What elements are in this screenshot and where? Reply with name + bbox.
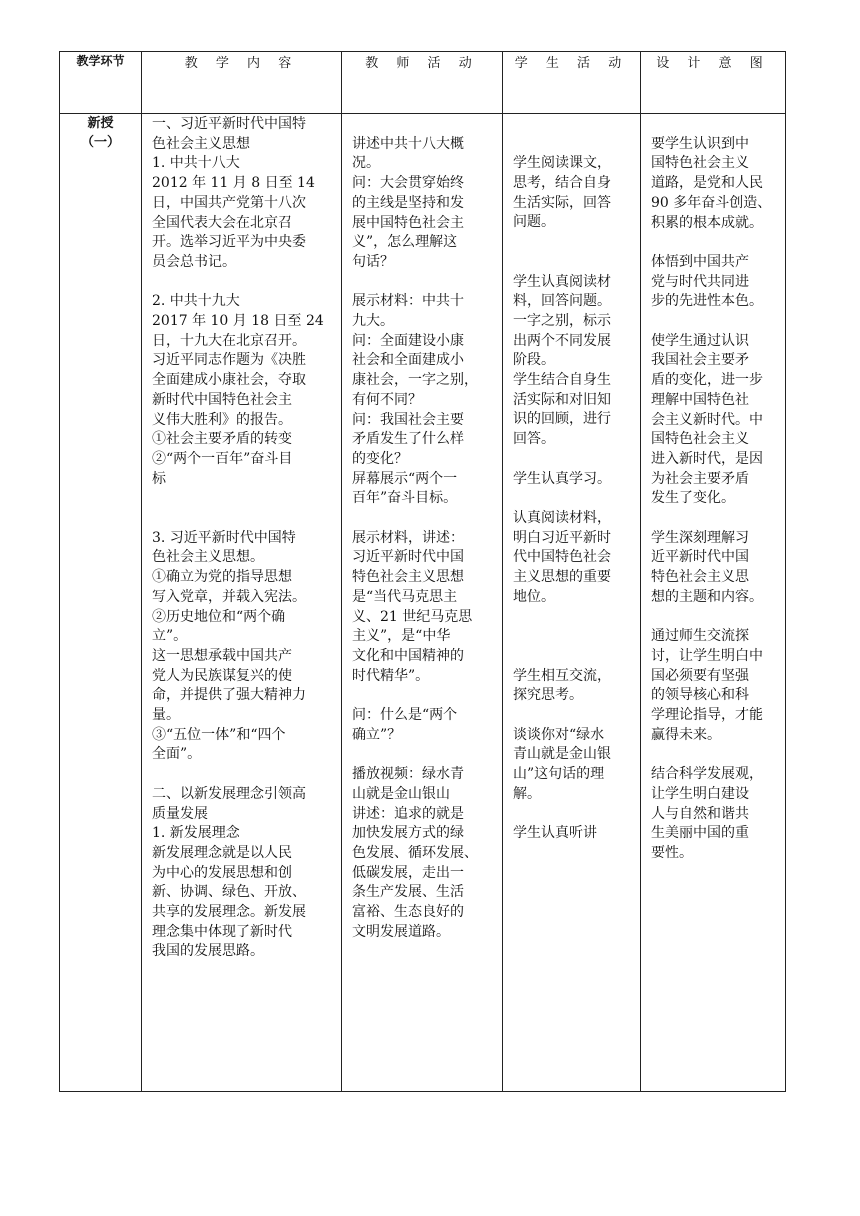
content-line: 立”。 [152, 628, 188, 645]
student-line: 学生认真听讲 [513, 825, 597, 842]
design-column [641, 114, 785, 864]
content-line: 新时代中国特色社会主 [152, 391, 292, 408]
spacer [152, 273, 333, 293]
spacer [651, 509, 777, 529]
teacher-line: 加快发展方式的绿 [352, 825, 464, 842]
design-line: 道路，是党和人民 [651, 175, 763, 192]
teacher-line: 社会和全面建成小 [352, 352, 464, 369]
header-student-label: 学 生 活 动 [514, 56, 629, 71]
content-line: 员会总书记。 [152, 253, 236, 270]
content-line: 色社会主义思想。 [152, 549, 264, 566]
student-line: 代中国特色社会 [513, 549, 611, 566]
student-line: 识的回顾，进行 [513, 411, 611, 428]
header-design [641, 52, 786, 114]
design-line: 生美丽中国的重 [651, 825, 749, 842]
content-line: ②历史地位和“两个确 [152, 608, 286, 625]
lesson-plan-table [59, 51, 786, 1092]
teacher-line: 播放视频：绿水青 [352, 766, 464, 783]
spacer [651, 745, 777, 765]
design-line: 国特色社会主义 [651, 431, 749, 448]
spacer [152, 765, 333, 785]
content-line: 我国的发展思路。 [152, 943, 264, 960]
design-line: 会主义新时代。中 [651, 411, 763, 428]
content-line: 质量发展 [152, 805, 208, 822]
spacer [651, 115, 777, 135]
content-cell [142, 114, 342, 1092]
design-line: 国必须要有坚强 [651, 667, 749, 684]
spacer [651, 312, 777, 332]
design-line: 人与自然和谐共 [651, 805, 749, 822]
student-line: 问题。 [513, 214, 555, 231]
teacher-line: 有何不同？ [352, 391, 422, 408]
content-line: 为中心的发展思想和创 [152, 864, 292, 881]
spacer [513, 115, 632, 135]
content-column [142, 114, 341, 962]
spacer [352, 509, 494, 529]
content-line: 日，十九大在北京召开。 [152, 332, 306, 349]
header-student [503, 52, 641, 114]
design-line: 90 多年奋斗创造、 [651, 194, 772, 211]
spacer [352, 273, 494, 293]
design-line: 讨，让学生明白中 [651, 647, 763, 664]
teacher-line: 低碳发展，走出一 [352, 864, 464, 881]
student-line: 料，回答问题。 [513, 293, 611, 310]
design-line: 结合科学发展观， [651, 766, 763, 783]
header-row [60, 52, 786, 114]
student-line: 生活实际，回答 [513, 194, 611, 211]
design-line: 学理论指导，才能 [651, 707, 763, 724]
design-cell [641, 114, 786, 1092]
design-line: 的领导核心和科 [651, 687, 749, 704]
design-line: 盾的变化，进一步 [651, 372, 763, 389]
design-line: 想的主题和内容。 [651, 588, 763, 605]
teacher-line: 习近平新时代中国 [352, 549, 464, 566]
teacher-cell [342, 114, 503, 1092]
spacer [352, 745, 494, 765]
teacher-line: 义、21 世纪马克思 [352, 608, 473, 625]
student-line: 活实际和对旧知 [513, 391, 611, 408]
header-stage: 教学环节 [60, 52, 142, 114]
teacher-line: 义”，怎么理解这 [352, 234, 458, 251]
section-title: 新授 [87, 116, 114, 131]
teacher-line: 句话？ [352, 253, 394, 270]
teacher-line: 文化和中国精神的 [352, 647, 464, 664]
student-line: 学生认真阅读材 [513, 273, 611, 290]
teacher-line: 文明发展道路。 [352, 923, 450, 940]
student-line: 认真阅读材料， [513, 509, 611, 526]
content-line: ③“五位一体”和“四个 [152, 726, 286, 743]
student-cell [503, 114, 641, 1092]
student-line: 地位。 [513, 588, 555, 605]
content-line: 量。 [152, 707, 180, 724]
teacher-line: 问：全面建设小康 [352, 332, 464, 349]
design-line: 进入新时代，是因 [651, 450, 763, 467]
design-line: 通过师生交流探 [651, 628, 749, 645]
spacer [513, 804, 632, 824]
spacer [352, 115, 494, 135]
design-line: 体悟到中国共产 [651, 253, 749, 270]
spacer [152, 509, 333, 529]
teacher-line: 百年”奋斗目标。 [352, 490, 458, 507]
content-line: 理念集中体现了新时代 [152, 923, 292, 940]
student-line: 学生认真学习。 [513, 470, 611, 487]
student-line: 一字之别，标示 [513, 312, 611, 329]
section-subtitle: （一） [80, 135, 120, 150]
teacher-line: 展示材料：中共十 [352, 293, 464, 310]
content-line: 色社会主义思想 [152, 135, 250, 152]
student-line: 解。 [513, 785, 541, 802]
header-teacher-label: 教 师 活 动 [365, 56, 479, 71]
teacher-line: 九大。 [352, 313, 394, 329]
spacer [513, 135, 632, 155]
spacer [513, 489, 632, 509]
teacher-column [342, 114, 502, 942]
header-content-label: 教 学 内 容 [184, 56, 299, 71]
design-line: 为社会主要矛盾 [651, 470, 749, 487]
teacher-line: 富裕、生态良好的 [352, 904, 464, 921]
teacher-line: 矛盾发生了什么样 [352, 431, 464, 448]
student-line: 探究思考。 [513, 687, 583, 704]
spacer [513, 233, 632, 253]
design-line: 特色社会主义思 [651, 569, 749, 586]
student-line: 学生阅读课文， [513, 155, 611, 172]
content-line: 日，中国共产党第十八次 [152, 194, 306, 211]
content-line: 全面建成小康社会，夺取 [152, 372, 306, 389]
student-line: 思考，结合自身 [513, 175, 611, 192]
student-line: 明白习近平新时 [513, 529, 611, 546]
content-line: 2. 中共十九大 [152, 293, 240, 310]
content-line: 全国代表大会在北京召 [152, 214, 292, 231]
spacer [152, 489, 333, 509]
teacher-line: 色发展、循环发展、 [352, 844, 478, 861]
content-line: 二、以新发展理念引领高 [152, 785, 306, 802]
student-line: 山”这句话的理 [513, 766, 605, 783]
spacer [513, 253, 632, 273]
content-line: 1. 新发展理念 [152, 825, 240, 842]
student-line: 出两个不同发展 [513, 332, 611, 349]
teacher-line: 是“当代马克思主 [352, 588, 458, 605]
content-line: 开。选举习近平为中央委 [152, 234, 306, 251]
design-line: 党与时代共同进 [651, 273, 749, 290]
content-line: 党人为民族谋复兴的使 [152, 667, 292, 684]
content-line: 命，并提供了强大精神力 [152, 687, 306, 704]
teacher-line: 问：我国社会主要 [352, 411, 464, 428]
teacher-line: 条生产发展、生活 [352, 884, 464, 901]
design-line: 近平新时代中国 [651, 549, 749, 566]
teacher-line: 讲述：追求的就是 [352, 805, 464, 822]
design-line: 要学生认识到中 [651, 135, 749, 152]
teacher-line: 主义”，是“中华 [352, 628, 451, 645]
teacher-line: 的主线是坚持和发 [352, 194, 464, 211]
spacer [513, 627, 632, 647]
content-line: 2012 年 11 月 8 日至 14 [152, 175, 315, 192]
content-line: ②“两个一百年”奋斗目 [152, 450, 293, 467]
teacher-line: 问：大会贯穿始终 [352, 175, 464, 192]
content-line: 习近平同志作题为《决胜 [152, 352, 306, 369]
design-line: 使学生通过认识 [651, 332, 749, 349]
student-line: 学生相互交流， [513, 667, 611, 684]
teacher-line: 问：什么是“两个 [352, 707, 458, 724]
design-line: 学生深刻理解习 [651, 529, 749, 546]
content-line: 新发展理念就是以人民 [152, 844, 292, 861]
design-line: 发生了变化。 [651, 490, 735, 507]
content-line: 共享的发展理念。新发展 [152, 904, 306, 921]
design-line: 步的先进性本色。 [651, 293, 763, 310]
header-teacher [342, 52, 503, 114]
teacher-line: 确立”？ [352, 726, 402, 743]
header-design-label: 设 计 意 图 [656, 56, 770, 71]
spacer [352, 686, 494, 706]
design-line: 积累的根本成就。 [651, 214, 763, 231]
spacer [651, 608, 777, 628]
content-line: ①确立为党的指导思想 [152, 569, 292, 586]
content-line: 这一思想承载中国共产 [152, 647, 292, 664]
student-line: 谈谈你对“绿水 [513, 726, 605, 743]
header-content [142, 52, 342, 114]
spacer [651, 233, 777, 253]
content-line: 一、习近平新时代中国特 [152, 116, 306, 132]
spacer [513, 647, 632, 667]
student-line: 学生结合自身生 [513, 372, 611, 389]
spacer [513, 706, 632, 726]
teacher-line: 讲述中共十八大概 [352, 135, 464, 152]
teacher-line: 展中国特色社会主 [352, 214, 464, 231]
student-line: 主义思想的重要 [513, 569, 611, 586]
design-line: 国特色社会主义 [651, 155, 749, 172]
content-line: 3. 习近平新时代中国特 [152, 529, 296, 546]
teacher-line: 时代精华”。 [352, 667, 430, 684]
content-line: ①社会主要矛盾的转变 [152, 431, 292, 448]
design-line: 要性。 [651, 844, 693, 861]
teacher-line: 康社会，一字之别， [352, 372, 478, 389]
student-column [503, 114, 640, 844]
student-line: 阶段。 [513, 352, 555, 369]
spacer [513, 607, 632, 627]
design-line: 理解中国特色社 [651, 391, 749, 408]
teacher-line: 况。 [352, 155, 380, 172]
content-line: 标 [152, 470, 166, 487]
content-line: 1. 中共十八大 [152, 155, 240, 172]
body-row [60, 114, 786, 1092]
content-line: 新、协调、绿色、开放、 [152, 884, 306, 901]
spacer [513, 450, 632, 470]
student-line: 青山就是金山银 [513, 746, 611, 763]
teacher-line: 特色社会主义思想 [352, 569, 464, 586]
content-line: 写入党章，并载入宪法。 [152, 588, 306, 605]
design-line: 赢得未来。 [651, 726, 721, 743]
teacher-line: 展示材料，讲述： [352, 529, 464, 546]
content-line: 全面”。 [152, 746, 202, 763]
teacher-line: 屏幕展示“两个一 [352, 470, 458, 487]
design-line: 我国社会主要矛 [651, 352, 749, 369]
design-line: 让学生明白建设 [651, 785, 749, 802]
content-line: 2017 年 10 月 18 日至 24 [152, 313, 324, 330]
student-line: 回答。 [513, 431, 555, 448]
teacher-line: 的变化？ [352, 450, 408, 467]
teacher-line: 山就是金山银山 [352, 785, 450, 802]
section-cell [60, 114, 142, 1092]
content-line: 义伟大胜利》的报告。 [152, 411, 292, 428]
